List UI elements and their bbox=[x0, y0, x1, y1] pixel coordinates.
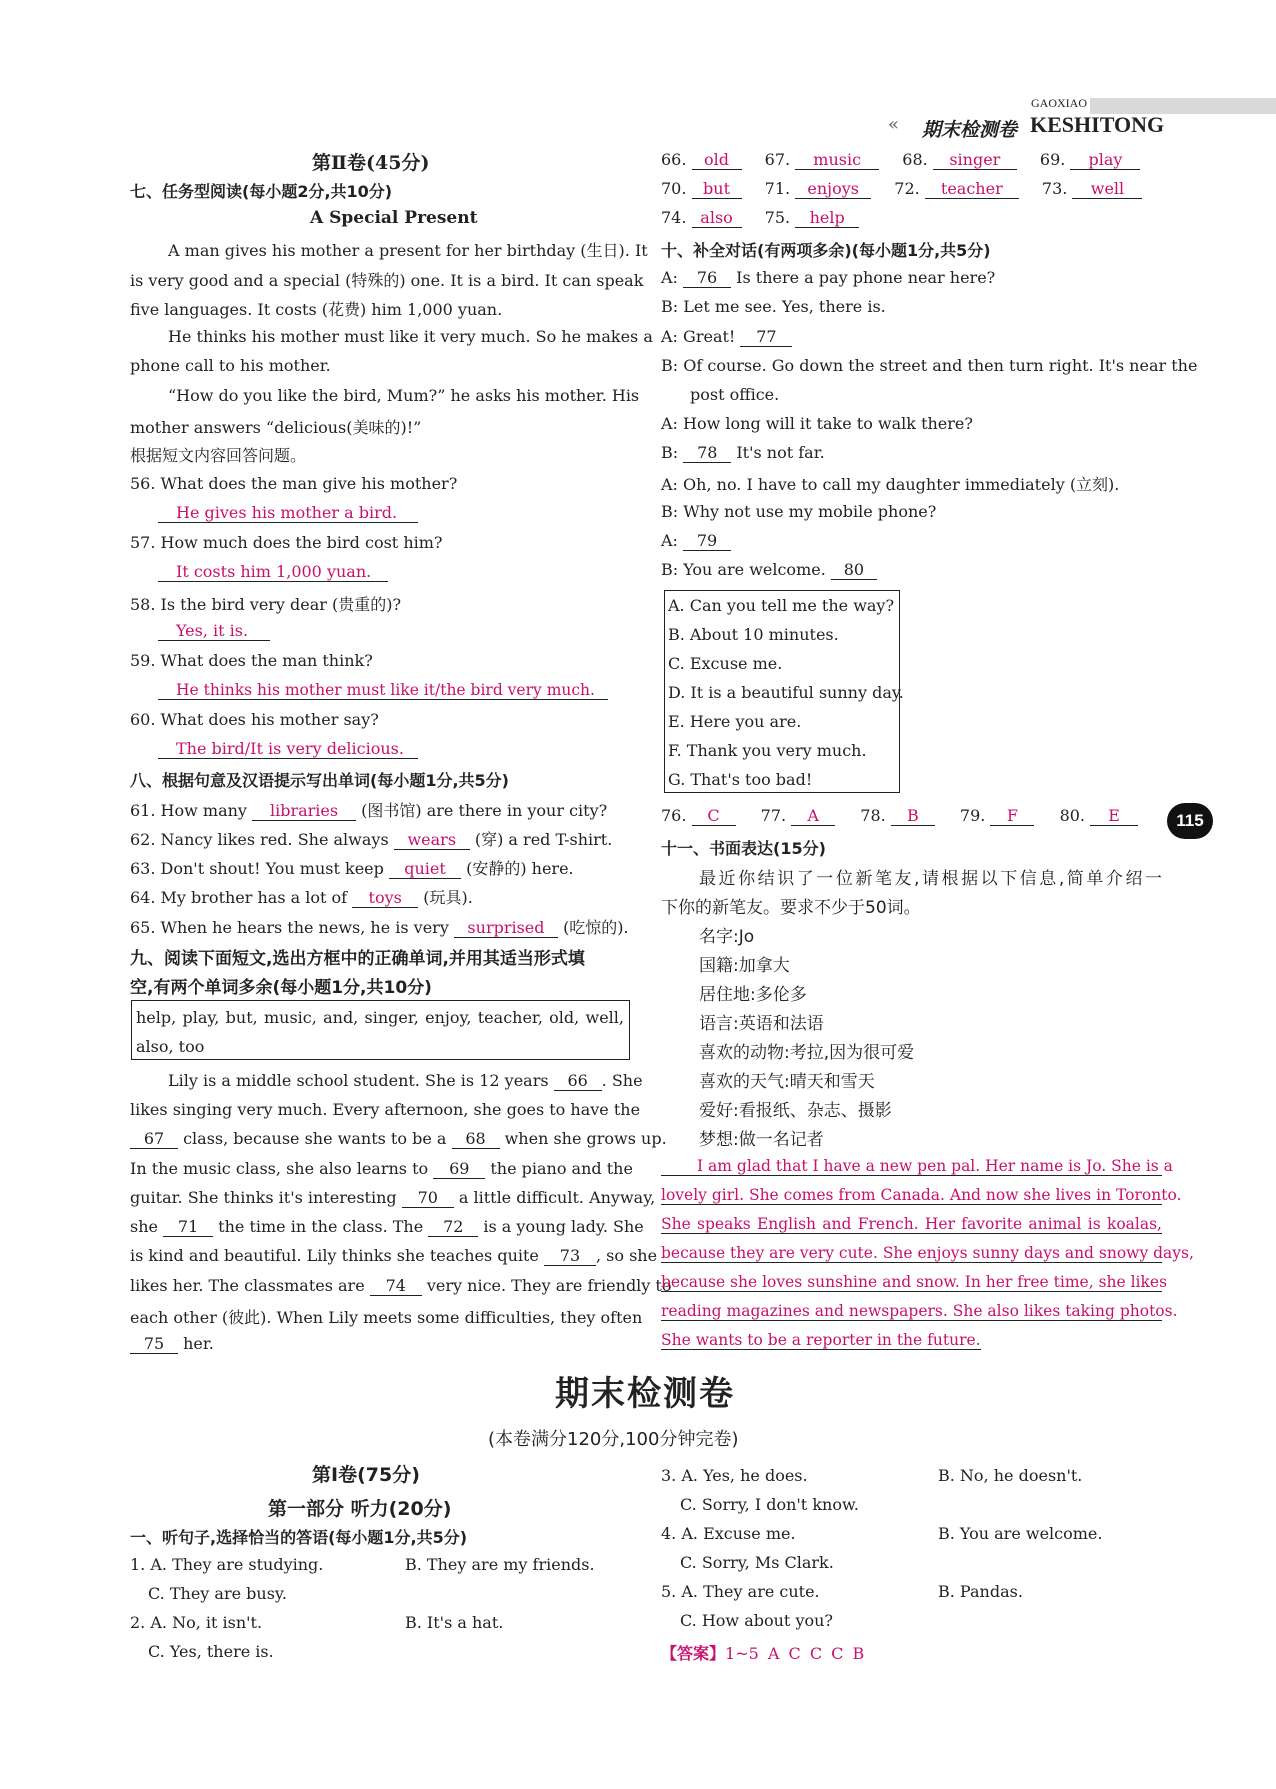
dialog-line: A: How long will it take to walk there? bbox=[661, 414, 973, 433]
dialog-line: B: 78 It's not far. bbox=[661, 443, 825, 462]
option: 4. A. Excuse me. bbox=[661, 1524, 796, 1543]
dialog-line: A: Great! 77 bbox=[661, 327, 792, 347]
essay-line: because she loves sunshine and snow. In her free time, she likes bbox=[661, 1273, 1168, 1291]
question: 58. Is the bird very dear (贵重的)? bbox=[130, 595, 402, 614]
answer-line: Yes, it is. bbox=[158, 621, 270, 641]
section1-title: 一、听句子,选择恰当的答语(每小题1分,共5分) bbox=[130, 1528, 468, 1547]
passage-line: likes singing very much. Every afternoon, she goes to have the bbox=[130, 1100, 641, 1119]
question: 59. What does the man think? bbox=[130, 651, 373, 670]
passage-line: “How do you like the bird, Mum?” he asks his mother. His bbox=[168, 386, 640, 405]
essay-line: lovely girl. She comes from Canada. And now she lives in Toronto. bbox=[661, 1186, 1182, 1204]
passage-line: 67 class, because she wants to be a 68 when she grows up. bbox=[130, 1129, 667, 1149]
essay-line: She speaks English and French. Her favorite animal is koalas, bbox=[661, 1215, 1162, 1233]
passage-line: Lily is a middle school student. She is 12 years 66 . She bbox=[168, 1071, 643, 1090]
dialog-line: B: You are welcome. 80 bbox=[661, 560, 877, 580]
page-number-badge: 115 bbox=[1167, 803, 1213, 839]
dialog-line: B: Why not use my mobile phone? bbox=[661, 502, 937, 521]
dialog-line: B: Let me see. Yes, there is. bbox=[661, 297, 886, 316]
dialog-line: A: 76 Is there a pay phone near here? bbox=[661, 268, 996, 287]
header-small-text: GAOXIAO bbox=[1031, 96, 1087, 110]
answer-text: 1~5 A C C C B bbox=[725, 1644, 865, 1663]
passage-line: likes her. The classmates are 74 very nice. They are friendly to bbox=[130, 1276, 672, 1295]
option: B. No, he doesn't. bbox=[938, 1466, 1083, 1485]
passage-line: she 71 the time in the class. The 72 is a young lady. She bbox=[130, 1217, 644, 1236]
answers-row: 66. old 67. music 68. singer 69. play bbox=[661, 150, 1140, 170]
info-line: 梦想:做一名记者 bbox=[699, 1130, 824, 1150]
listening-title: 第一部分 听力(20分) bbox=[268, 1498, 452, 1520]
essay-line: She wants to be a reporter in the future. bbox=[661, 1331, 981, 1349]
section7-title: 七、任务型阅读(每小题2分,共10分) bbox=[130, 182, 393, 201]
section8-title: 八、根据句意及汉语提示写出单词(每小题1分,共5分) bbox=[130, 771, 509, 790]
option: C. Yes, there is. bbox=[148, 1642, 274, 1661]
option: C. How about you? bbox=[680, 1611, 833, 1630]
passage-line: is very good and a special (特殊的) one. It is a bird. It can speak bbox=[130, 271, 644, 290]
dialog-line: A: Oh, no. I have to call my daughter immediately (立刻). bbox=[661, 475, 1120, 494]
option: F. Thank you very much. bbox=[668, 741, 867, 760]
option: 1. A. They are studying. bbox=[130, 1555, 324, 1574]
option: B. It's a hat. bbox=[405, 1613, 504, 1632]
final-exam-subtitle: (本卷满分120分,100分钟完卷) bbox=[488, 1429, 739, 1450]
option: 3. A. Yes, he does. bbox=[661, 1466, 808, 1485]
final-exam-title: 期末检测卷 bbox=[555, 1374, 735, 1414]
option: C. Sorry, Ms Clark. bbox=[680, 1553, 834, 1572]
option: B. Pandas. bbox=[938, 1582, 1023, 1601]
passage-line: phone call to his mother. bbox=[130, 356, 331, 375]
option: 2. A. No, it isn't. bbox=[130, 1613, 263, 1632]
info-line: 喜欢的天气:晴天和雪天 bbox=[699, 1072, 875, 1092]
s8-item: 65. When he hears the news, he is very surprised (吃惊的). bbox=[130, 918, 629, 937]
dialog-line: post office. bbox=[690, 385, 780, 404]
option: C. Sorry, I don't know. bbox=[680, 1495, 859, 1514]
story-title: A Special Present bbox=[310, 208, 478, 228]
question: 60. What does his mother say? bbox=[130, 710, 379, 729]
info-line: 语言:英语和法语 bbox=[699, 1014, 824, 1034]
answer-label: 【答案】 bbox=[661, 1644, 726, 1663]
part1-title: 第Ⅰ卷(75分) bbox=[312, 1464, 420, 1486]
option: C. They are busy. bbox=[148, 1584, 287, 1603]
s8-item: 62. Nancy likes red. She always wears (穿) a red T-shirt. bbox=[130, 830, 613, 849]
passage-line: five languages. It costs (花费) him 1,000 yuan. bbox=[130, 300, 503, 319]
passage-line: 75 her. bbox=[130, 1334, 214, 1354]
info-line: 居住地:多伦多 bbox=[699, 985, 807, 1005]
passage-line: In the music class, she also learns to 69 the piano and the bbox=[130, 1159, 633, 1178]
passage-line: mother answers “delicious(美味的)!” bbox=[130, 418, 422, 437]
option: B. They are my friends. bbox=[405, 1555, 595, 1574]
header-chevron-icon: « bbox=[888, 114, 900, 135]
question: 56. What does the man give his mother? bbox=[130, 474, 458, 493]
option: B. You are welcome. bbox=[938, 1524, 1103, 1543]
prompt-line: 最近你结识了一位新笔友,请根据以下信息,简单介绍一 bbox=[699, 869, 1162, 889]
option: G. That's too bad! bbox=[668, 770, 813, 789]
info-line: 爱好:看报纸、杂志、摄影 bbox=[699, 1101, 892, 1121]
s8-item: 61. How many libraries (图书馆) are there in your city? bbox=[130, 801, 608, 820]
section10-title: 十、补全对话(有两项多余)(每小题1分,共5分) bbox=[661, 241, 991, 260]
question: 57. How much does the bird cost him? bbox=[130, 533, 443, 552]
answer-line: He gives his mother a bird. bbox=[158, 503, 418, 523]
essay-line: reading magazines and newspapers. She also likes taking photos. bbox=[661, 1302, 1178, 1320]
answer-line: The bird/It is very delicious. bbox=[158, 739, 418, 759]
option: 5. A. They are cute. bbox=[661, 1582, 820, 1601]
info-line: 国籍:加拿大 bbox=[699, 956, 790, 976]
essay-line: because they are very cute. She enjoys sunny days and snowy days, bbox=[661, 1244, 1194, 1262]
passage-line: is kind and beautiful. Lily thinks she teaches quite 73 , so she bbox=[130, 1246, 658, 1265]
essay-line: I am glad that I have a new pen pal. Her name is Jo. She is a bbox=[661, 1157, 1162, 1176]
answer-line: It costs him 1,000 yuan. bbox=[158, 562, 388, 582]
passage-line: He thinks his mother must like it very much. So he makes a bbox=[168, 327, 653, 346]
passage-line: each other (彼此). When Lily meets some difficulties, they often bbox=[130, 1308, 643, 1327]
section11-title: 十一、书面表达(15分) bbox=[661, 839, 826, 858]
prompt-line: 下你的新笔友。要求不少于50词。 bbox=[661, 898, 921, 918]
word-box-line: help, play, but, music, and, singer, enjoy, teacher, old, well, bbox=[136, 1008, 624, 1027]
option: E. Here you are. bbox=[668, 712, 802, 731]
answer-line: He thinks his mother must like it/the bird very much. bbox=[158, 680, 608, 700]
s8-item: 63. Don't shout! You must keep quiet (安静的) here. bbox=[130, 859, 574, 878]
answers-row: 74. also 75. help bbox=[661, 208, 859, 228]
passage-line: guitar. She thinks it's interesting 70 a little difficult. Anyway, bbox=[130, 1188, 656, 1207]
section9-title: 空,有两个单词多余(每小题1分,共10分) bbox=[130, 978, 432, 998]
option: B. About 10 minutes. bbox=[668, 625, 839, 644]
info-line: 名字:Jo bbox=[699, 927, 755, 947]
info-line: 喜欢的动物:考拉,因为很可爱 bbox=[699, 1043, 915, 1063]
word-box-line: also, too bbox=[136, 1037, 205, 1056]
dialog-line: B: Of course. Go down the street and then turn right. It's near the bbox=[661, 356, 1198, 375]
passage-line: A man gives his mother a present for her birthday (生日). It bbox=[168, 241, 648, 260]
option: A. Can you tell me the way? bbox=[668, 596, 895, 615]
dialog-line: A: 79 bbox=[661, 531, 731, 551]
s8-item: 64. My brother has a lot of toys (玩具). bbox=[130, 888, 473, 907]
part2-title: 第Ⅱ卷(45分) bbox=[312, 152, 430, 174]
header-brand: KESHITONG bbox=[1030, 112, 1165, 137]
answers-row: 76. C 77. A 78. B 79. F 80. E bbox=[661, 806, 1138, 826]
header-title: 期末检测卷 bbox=[922, 119, 1018, 141]
instruction: 根据短文内容回答问题。 bbox=[130, 446, 307, 465]
answers-row: 70. but 71. enjoys 72. teacher 73. well bbox=[661, 179, 1142, 199]
option: C. Excuse me. bbox=[668, 654, 783, 673]
section9-title: 九、阅读下面短文,选出方框中的正确单词,并用其适当形式填 bbox=[130, 949, 585, 969]
answer-key bbox=[661, 1641, 864, 1664]
option: D. It is a beautiful sunny day. bbox=[668, 683, 904, 702]
